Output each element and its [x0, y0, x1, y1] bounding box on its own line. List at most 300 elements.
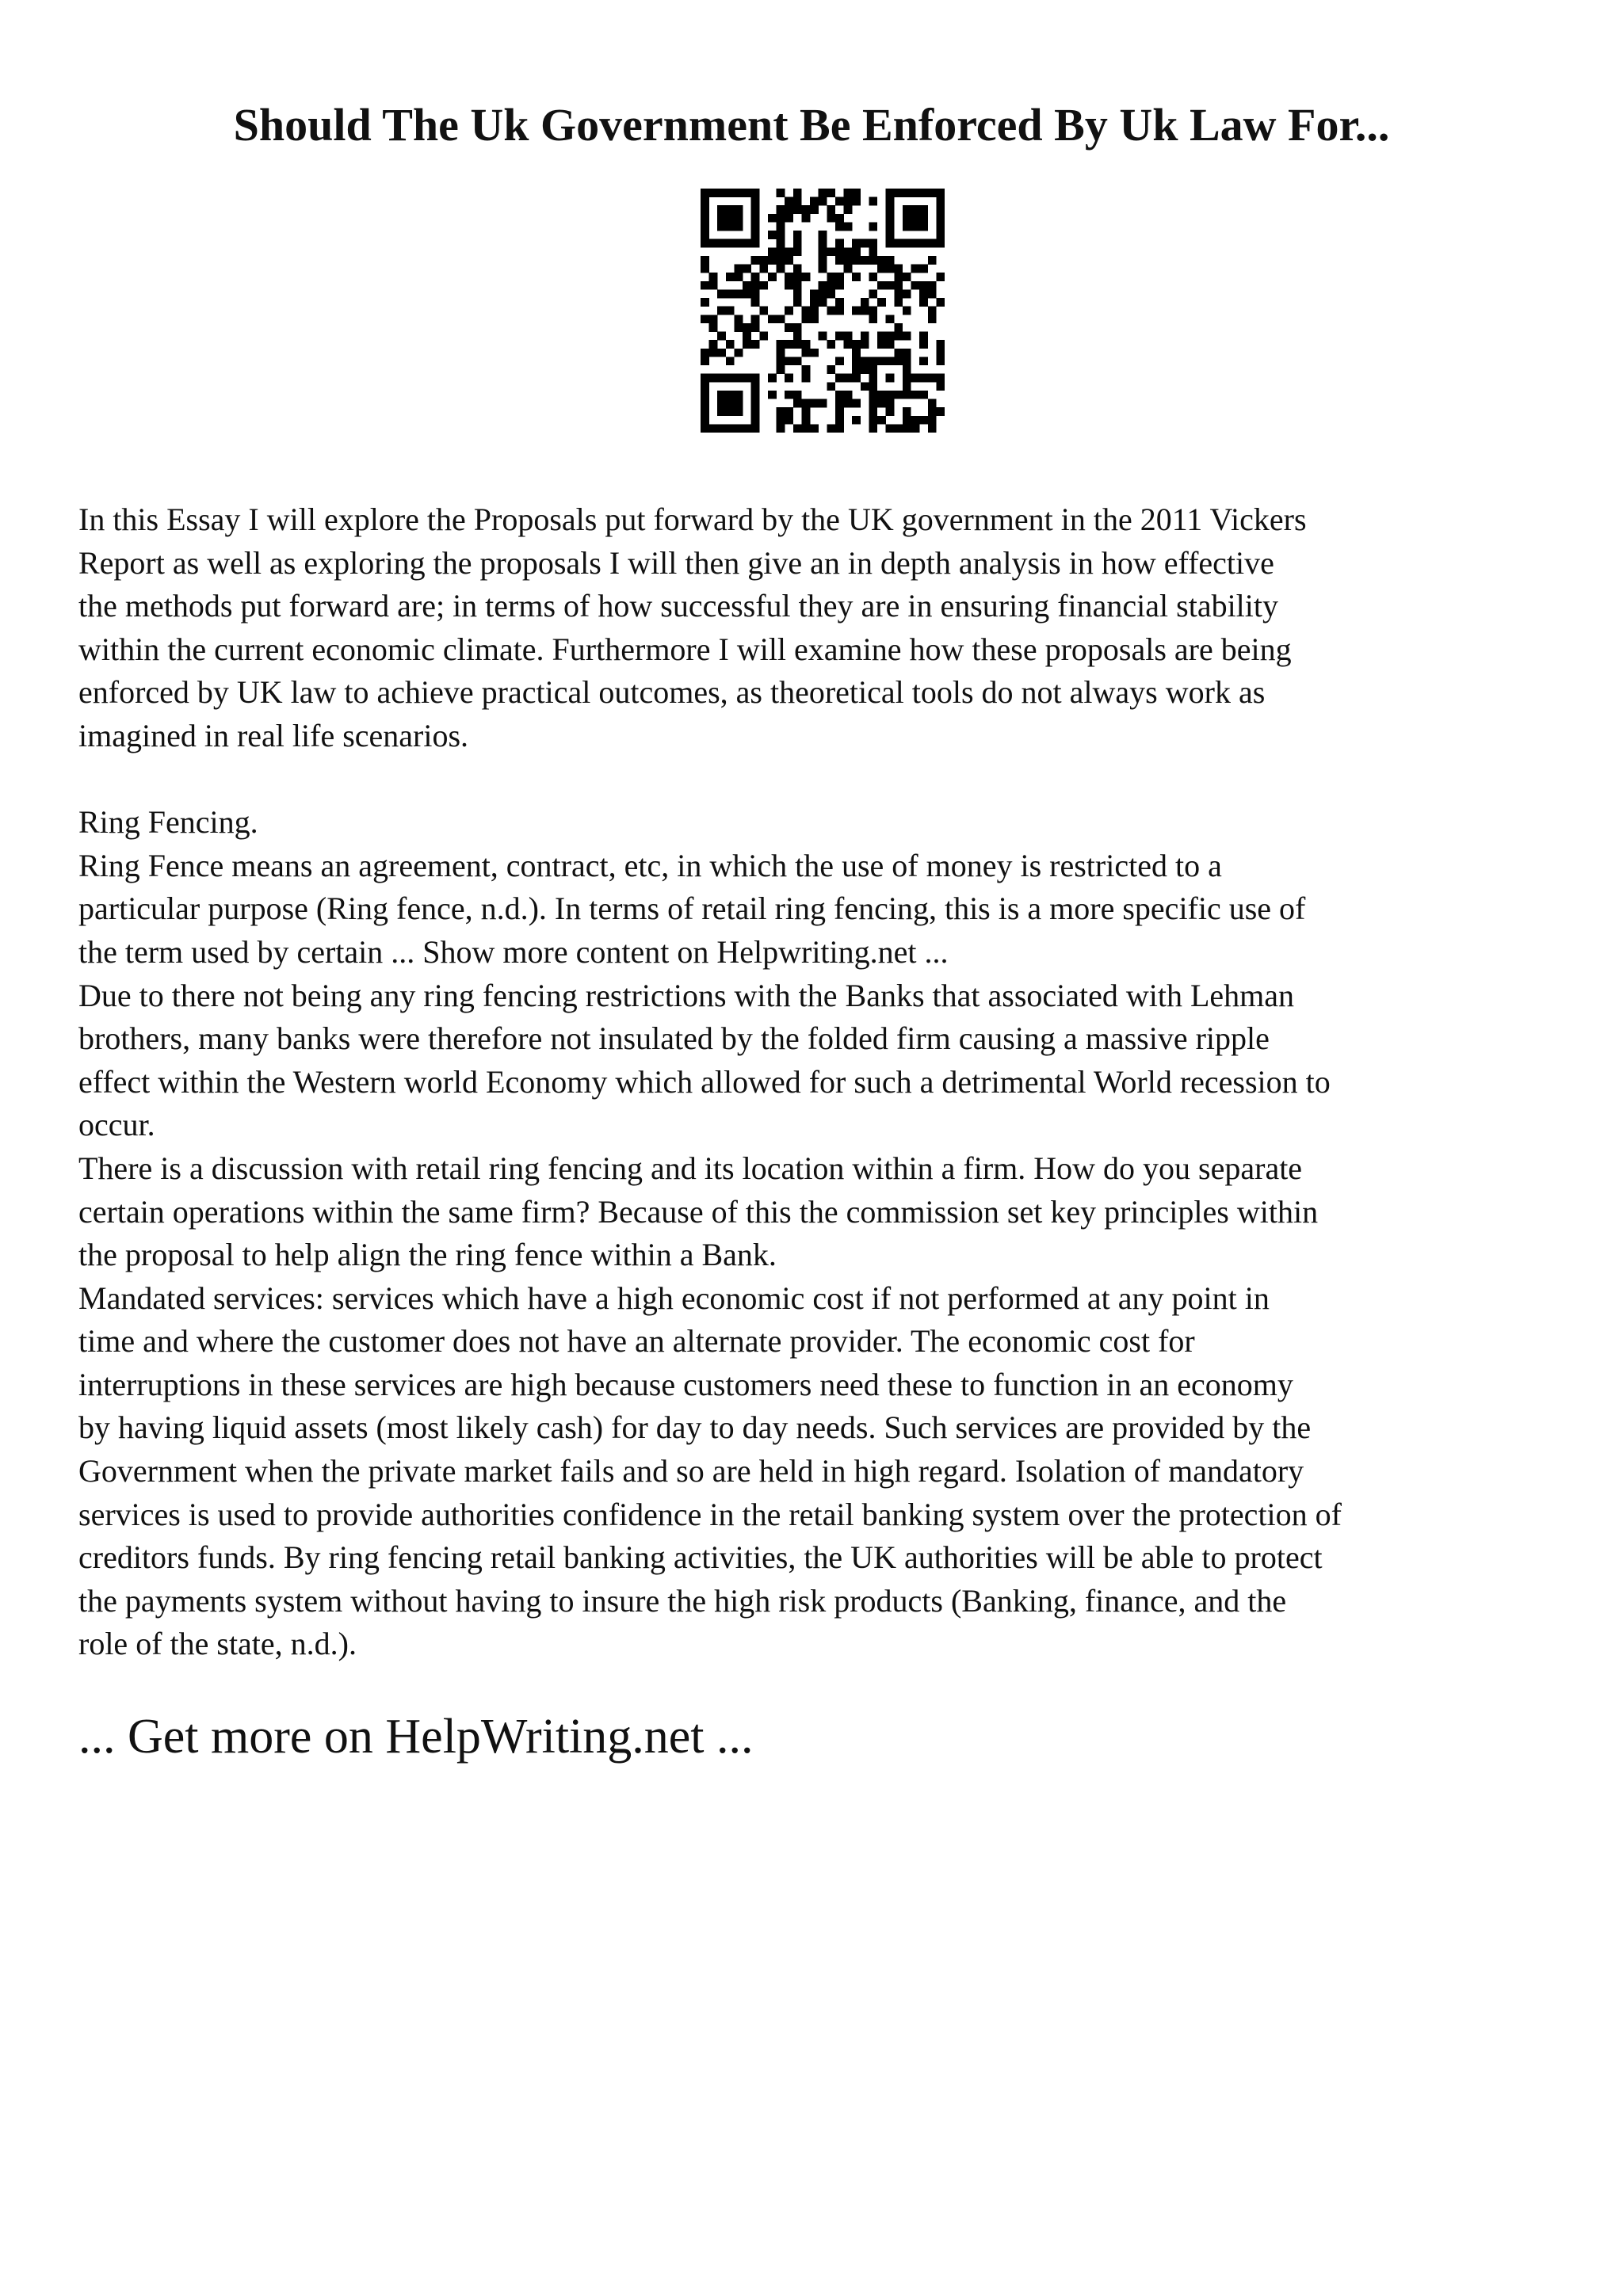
qr-module — [743, 332, 751, 341]
qr-module — [734, 214, 743, 223]
qr-module — [919, 374, 928, 383]
qr-module — [785, 357, 793, 365]
qr-module — [894, 273, 903, 281]
qr-module — [701, 391, 709, 399]
qr-module — [717, 374, 726, 383]
qr-module — [801, 214, 810, 223]
qr-module — [844, 205, 853, 214]
qr-module — [777, 424, 785, 433]
qr-module — [919, 340, 928, 349]
qr-module — [701, 197, 709, 206]
qr-module — [877, 298, 886, 307]
qr-module — [827, 247, 835, 256]
qr-module — [827, 289, 835, 298]
qr-module — [903, 239, 911, 248]
qr-module — [801, 374, 810, 383]
qr-module — [903, 382, 911, 391]
qr-module — [726, 273, 735, 281]
qr-module — [936, 357, 945, 365]
qr-module — [835, 407, 844, 416]
qr-module — [911, 222, 920, 231]
qr-module — [877, 281, 886, 290]
qr-module — [734, 424, 743, 433]
qr-module — [936, 231, 945, 239]
qr-module — [709, 281, 718, 290]
qr-module — [751, 281, 760, 290]
qr-module — [743, 289, 751, 298]
qr-module — [844, 265, 853, 273]
qr-module — [751, 340, 760, 349]
qr-module — [810, 298, 819, 307]
qr-module — [751, 323, 760, 332]
qr-module — [777, 247, 785, 256]
qr-module — [886, 222, 895, 231]
qr-module — [869, 399, 877, 408]
page-title: Should The Uk Government Be Enforced By Uk Law For... — [233, 99, 1390, 151]
qr-module — [861, 256, 869, 265]
intro-paragraph: In this Essay I will explore the Proposals put forward by the UK government in the 2011 Vickers Report as well as exploring the proposals I will then give an in depth analysis in how effective the methods put forward are; in terms of how successful they are in ensuring financial stability within the current economic climate. Furthermore I will examine how these proposals are being enforced by UK law to achieve practical outcomes, as theoretical tools do not always work as imagined in real life scenarios. — [78, 502, 1307, 753]
qr-module — [819, 265, 827, 273]
qr-module — [759, 281, 768, 290]
qr-module — [852, 197, 861, 206]
qr-module — [734, 239, 743, 248]
qr-module — [785, 407, 793, 416]
qr-module — [717, 332, 726, 341]
qr-module — [751, 399, 760, 408]
qr-module — [701, 239, 709, 248]
qr-module — [701, 256, 709, 265]
qr-module — [903, 374, 911, 383]
qr-module — [777, 265, 785, 273]
qr-module — [928, 256, 937, 265]
qr-module — [877, 340, 886, 349]
qr-module — [928, 239, 937, 248]
qr-module — [928, 281, 937, 290]
qr-module — [709, 374, 718, 383]
qr-module — [734, 399, 743, 408]
qr-module — [777, 239, 785, 248]
qr-module — [768, 374, 777, 383]
qr-module — [886, 197, 895, 206]
qr-module — [751, 197, 760, 206]
qr-module — [734, 407, 743, 416]
qr-module — [793, 239, 802, 248]
qr-module — [886, 265, 895, 273]
qr-module — [903, 214, 911, 223]
qr-module — [751, 407, 760, 416]
qr-module — [835, 247, 844, 256]
qr-module — [919, 281, 928, 290]
qr-module — [726, 399, 735, 408]
qr-module — [877, 416, 886, 425]
qr-module — [785, 273, 793, 281]
qr-module — [819, 332, 827, 341]
qr-module — [726, 205, 735, 214]
qr-module — [903, 273, 911, 281]
qr-module — [861, 382, 869, 391]
qr-module — [869, 256, 877, 265]
qr-module — [751, 214, 760, 223]
qr-module — [793, 247, 802, 256]
qr-module — [777, 315, 785, 323]
qr-module — [785, 197, 793, 206]
qr-module — [785, 256, 793, 265]
qr-module — [835, 307, 844, 315]
qr-module — [835, 281, 844, 290]
qr-module — [701, 205, 709, 214]
qr-module — [819, 256, 827, 265]
qr-module — [919, 289, 928, 298]
qr-module — [810, 315, 819, 323]
qr-module — [911, 374, 920, 383]
qr-module — [861, 239, 869, 248]
qr-module — [869, 374, 877, 383]
qr-module — [701, 315, 709, 323]
qr-module — [861, 365, 869, 374]
qr-module — [717, 214, 726, 223]
qr-module — [869, 247, 877, 256]
qr-module — [861, 307, 869, 315]
qr-module — [936, 273, 945, 281]
qr-module — [869, 382, 877, 391]
qr-module — [936, 239, 945, 248]
qr-module — [768, 231, 777, 239]
qr-module — [903, 407, 911, 416]
qr-module — [861, 332, 869, 341]
qr-module — [768, 273, 777, 281]
qr-module — [827, 189, 835, 197]
qr-module — [869, 307, 877, 315]
qr-module — [726, 289, 735, 298]
qr-module — [827, 281, 835, 290]
qr-module — [852, 374, 861, 383]
qr-module — [844, 340, 853, 349]
qr-module — [810, 399, 819, 408]
qr-module — [936, 205, 945, 214]
qr-module — [785, 391, 793, 399]
qr-module — [903, 205, 911, 214]
qr-module — [701, 382, 709, 391]
qr-module — [928, 289, 937, 298]
qr-module — [819, 239, 827, 248]
qr-module — [751, 189, 760, 197]
qr-module — [903, 307, 911, 315]
qr-module — [793, 399, 802, 408]
qr-module — [919, 189, 928, 197]
qr-module — [835, 214, 844, 223]
qr-module — [701, 189, 709, 197]
qr-module — [751, 298, 760, 307]
qr-module — [801, 307, 810, 315]
qr-module — [886, 239, 895, 248]
qr-module — [869, 357, 877, 365]
qr-module — [886, 357, 895, 365]
qr-module — [886, 332, 895, 341]
qr-module — [717, 239, 726, 248]
qr-module — [928, 424, 937, 433]
qr-module — [751, 222, 760, 231]
qr-module — [801, 407, 810, 416]
qr-module — [869, 424, 877, 433]
qr-module — [869, 315, 877, 323]
qr-module — [919, 239, 928, 248]
qr-module — [726, 407, 735, 416]
qr-module — [751, 231, 760, 239]
qr-module — [886, 205, 895, 214]
qr-module — [793, 281, 802, 290]
qr-module — [701, 222, 709, 231]
qr-module — [734, 374, 743, 383]
qr-module — [810, 307, 819, 315]
qr-module — [751, 416, 760, 425]
qr-module — [928, 407, 937, 416]
qr-module — [819, 298, 827, 307]
qr-module — [701, 407, 709, 416]
qr-module — [717, 189, 726, 197]
qr-module — [894, 332, 903, 341]
qr-module — [726, 307, 735, 315]
qr-module — [726, 214, 735, 223]
qr-module — [768, 247, 777, 256]
qr-module — [894, 298, 903, 307]
qr-module — [852, 349, 861, 357]
qr-module — [768, 315, 777, 323]
qr-module — [726, 357, 735, 365]
qr-module — [835, 332, 844, 341]
qr-module — [919, 222, 928, 231]
qr-module — [903, 424, 911, 433]
qr-module — [793, 298, 802, 307]
qr-module — [844, 197, 853, 206]
qr-module — [819, 399, 827, 408]
qr-module — [751, 424, 760, 433]
qr-module — [701, 416, 709, 425]
qr-module — [726, 222, 735, 231]
qr-module — [852, 273, 861, 281]
qr-module — [894, 357, 903, 365]
qr-module — [894, 281, 903, 290]
qr-module — [734, 189, 743, 197]
qr-module — [911, 391, 920, 399]
qr-module — [844, 374, 853, 383]
qr-module — [734, 205, 743, 214]
qr-module — [844, 222, 853, 231]
qr-module — [877, 391, 886, 399]
qr-module — [759, 307, 768, 315]
qr-module — [844, 399, 853, 408]
qr-module — [835, 391, 844, 399]
qr-module — [869, 289, 877, 298]
qr-module — [877, 357, 886, 365]
qr-module — [701, 399, 709, 408]
qr-module — [827, 307, 835, 315]
qr-module — [751, 205, 760, 214]
qr-module — [894, 289, 903, 298]
qr-module — [903, 289, 911, 298]
qr-module — [928, 189, 937, 197]
qr-module — [726, 424, 735, 433]
qr-module — [709, 323, 718, 332]
qr-module — [861, 340, 869, 349]
qr-module — [936, 298, 945, 307]
qr-module — [835, 416, 844, 425]
qr-code-graphic — [701, 189, 945, 433]
qr-module — [701, 265, 709, 273]
qr-module — [801, 205, 810, 214]
qr-module — [810, 424, 819, 433]
qr-module — [717, 205, 726, 214]
qr-module — [919, 391, 928, 399]
qr-module — [844, 332, 853, 341]
qr-module — [886, 315, 895, 323]
qr-module — [903, 222, 911, 231]
qr-module — [759, 332, 768, 341]
qr-module — [886, 256, 895, 265]
qr-module — [903, 365, 911, 374]
qr-module — [759, 265, 768, 273]
qr-module — [869, 391, 877, 399]
qr-module — [751, 374, 760, 383]
qr-module — [911, 214, 920, 223]
qr-module — [819, 247, 827, 256]
qr-module — [835, 424, 844, 433]
qr-module — [827, 424, 835, 433]
qr-module — [743, 323, 751, 332]
qr-module — [743, 189, 751, 197]
qr-module — [869, 197, 877, 206]
qr-module — [751, 289, 760, 298]
qr-module — [827, 365, 835, 374]
qr-module — [936, 407, 945, 416]
qr-module — [793, 424, 802, 433]
qr-module — [793, 391, 802, 399]
qr-module — [810, 205, 819, 214]
qr-module — [717, 222, 726, 231]
qr-module — [785, 374, 793, 383]
qr-module — [701, 214, 709, 223]
qr-module — [777, 340, 785, 349]
qr-module — [936, 222, 945, 231]
qr-module — [777, 231, 785, 239]
qr-module — [734, 315, 743, 323]
qr-module — [919, 214, 928, 223]
qr-module — [768, 391, 777, 399]
qr-module — [852, 239, 861, 248]
qr-module — [869, 273, 877, 281]
qr-module — [717, 407, 726, 416]
qr-module — [785, 307, 793, 315]
qr-module — [793, 231, 802, 239]
qr-module — [886, 424, 895, 433]
qr-module — [886, 214, 895, 223]
qr-module — [709, 340, 718, 349]
qr-module — [903, 349, 911, 357]
qr-module — [869, 416, 877, 425]
qr-module — [844, 189, 853, 197]
qr-module — [810, 197, 819, 206]
qr-module — [819, 281, 827, 290]
qr-module — [928, 315, 937, 323]
qr-module — [777, 222, 785, 231]
qr-module — [768, 256, 777, 265]
qr-module — [734, 349, 743, 357]
qr-module — [827, 205, 835, 214]
qr-module — [777, 407, 785, 416]
qr-module — [827, 382, 835, 391]
qr-module — [919, 357, 928, 365]
paragraph-gap — [78, 758, 1568, 802]
qr-module — [819, 231, 827, 239]
qr-module — [717, 349, 726, 357]
qr-module — [869, 407, 877, 416]
qr-module — [743, 265, 751, 273]
qr-module — [768, 214, 777, 223]
qr-module — [819, 289, 827, 298]
qr-module — [886, 399, 895, 408]
qr-module — [827, 340, 835, 349]
qr-module — [726, 374, 735, 383]
qr-module — [801, 365, 810, 374]
qr-module — [785, 214, 793, 223]
qr-module — [936, 349, 945, 357]
qr-module — [785, 340, 793, 349]
qr-module — [777, 205, 785, 214]
qr-module — [852, 416, 861, 425]
qr-module — [903, 416, 911, 425]
qr-module — [751, 382, 760, 391]
qr-module — [777, 357, 785, 365]
qr-module — [801, 340, 810, 349]
qr-module — [877, 265, 886, 273]
qr-module — [877, 399, 886, 408]
qr-module — [827, 273, 835, 281]
qr-module — [709, 315, 718, 323]
qr-module — [785, 247, 793, 256]
qr-module — [717, 307, 726, 315]
qr-module — [726, 189, 735, 197]
qr-module — [777, 256, 785, 265]
qr-module — [877, 332, 886, 341]
qr-module — [869, 239, 877, 248]
ring-fencing-section: Ring Fencing. Ring Fence means an agreement, contract, etc, in which the use of money is restricted to a particular purpose (Ring fence, n.d.). In terms of retail ring fencing, this is a more specific use of the term used by certain ... Show more content on Helpwriting.net ... Due to there not being any ring fencing restrictions with the Banks that associated with Lehman brothers, many banks were therefore not insulated by the folded firm causing a massive ripple effect within the Western world Economy which allowed for such a detrimental World recession to occur. There is a discussion with retail ring fencing and its location within a firm. How do you separate certain operations within the same firm? Because of this the commission set key principles within the proposal to help align the ring fence within a Bank. Mandated services: services which have a high economic cost if not performed at any point in time and where the customer does not have an alternate provider. The economic cost for interruptions in these services are high because customers need these to function in an economy by having liquid assets (most likely cash) for day to day needs. Such services are provided by the Government when the private market fails and so are held in high regard. Isolation of mandatory services is used to provide authorities confidence in the retail banking system over the protection of creditors funds. By ring fencing retail banking activities, the UK authorities will be able to protect the payments system without having to insure the high risk products (Banking, finance, and the role of the state, n.d.). — [78, 804, 1342, 1662]
qr-module — [852, 307, 861, 315]
qr-module — [793, 273, 802, 281]
qr-module — [751, 239, 760, 248]
qr-module — [919, 265, 928, 273]
qr-module — [709, 189, 718, 197]
qr-module — [743, 374, 751, 383]
qr-module — [810, 349, 819, 357]
qr-module — [793, 289, 802, 298]
qr-module — [801, 349, 810, 357]
qr-module — [911, 265, 920, 273]
qr-module — [886, 374, 895, 383]
qr-module — [844, 391, 853, 399]
qr-module — [801, 273, 810, 281]
qr-module — [743, 340, 751, 349]
get-more-link[interactable]: ... Get more on HelpWriting.net ... — [78, 1710, 754, 1764]
qr-module — [894, 349, 903, 357]
qr-module — [928, 307, 937, 315]
qr-module — [852, 247, 861, 256]
qr-module — [835, 298, 844, 307]
qr-module — [852, 365, 861, 374]
qr-module — [793, 265, 802, 273]
qr-module — [936, 382, 945, 391]
qr-module — [936, 340, 945, 349]
qr-code — [701, 189, 945, 433]
qr-module — [903, 332, 911, 341]
